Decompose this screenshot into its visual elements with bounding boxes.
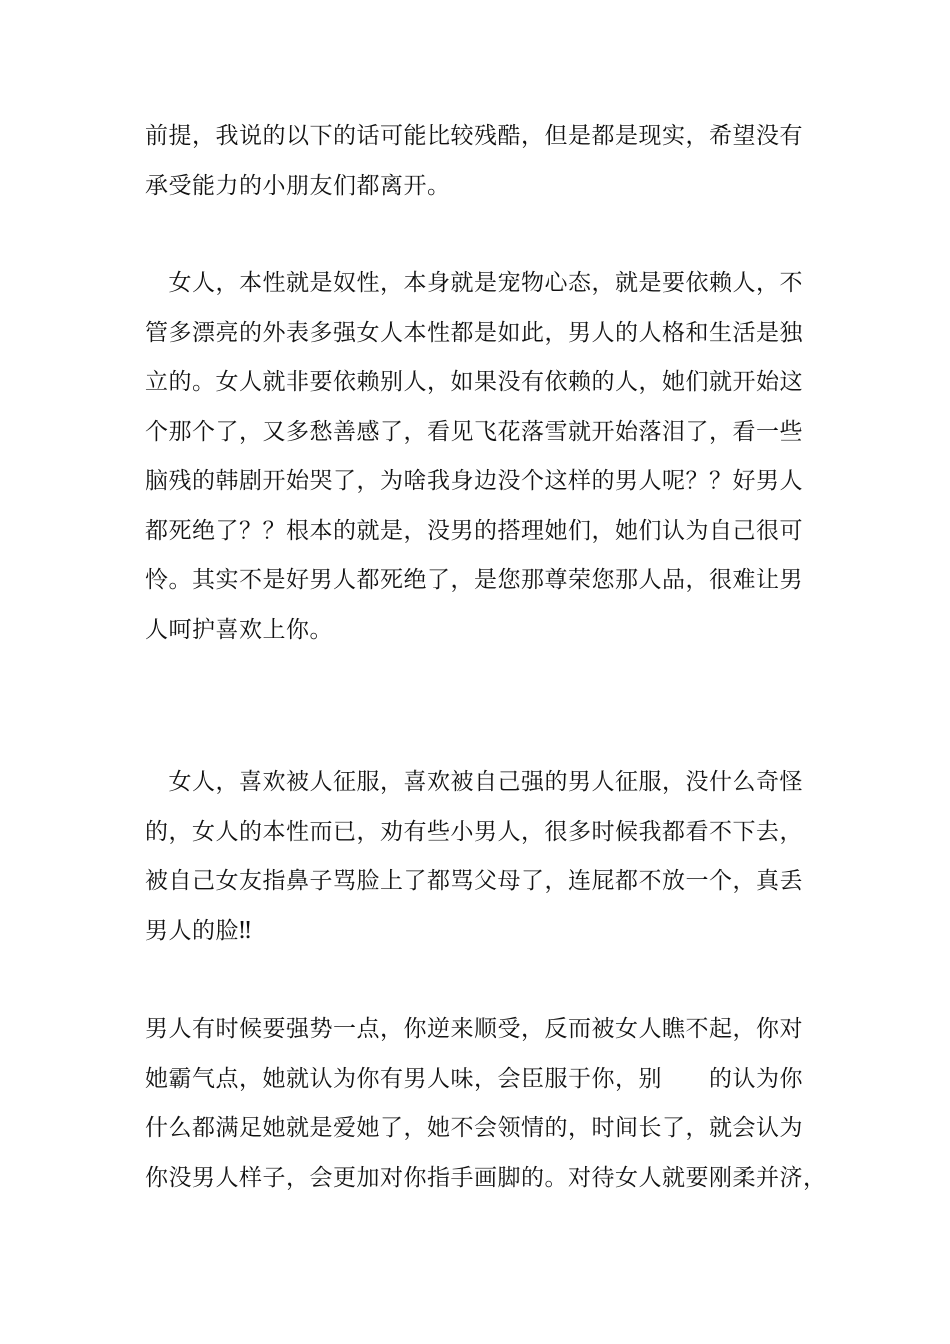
paragraph-1 [145,112,810,211]
text-line: 你没男人样子，会更加对你指手画脚的。对待女人就要刚柔并济， [145,1164,827,1191]
text-line: 立的。女人就非要依赖别人，如果没有依赖的人，她们就开始这 [145,369,803,395]
text-line: 女人，喜欢被人征服，喜欢被自己强的男人征服，没什么奇怪 [145,769,803,795]
text-line: 人呵护喜欢上你。 [145,616,333,643]
text-line: 脑残的韩剧开始哭了，为啥我身边没个这样的男人呢？？好男人 [145,468,803,494]
text-line: 承受能力的小朋友们都离开。 [145,172,451,199]
paragraph-3 [145,758,810,956]
text-line: 被自己女友指鼻子骂脸上了都骂父母了，连屁都不放一个，真丢 [145,868,803,894]
text-line: 什么都满足她就是爱她了，她不会领情的，时间长了，就会认为 [145,1115,803,1141]
paragraph-2 [145,259,810,655]
text-line: 都死绝了？？根本的就是，没男的搭理她们，她们认为自己很可 [145,517,803,544]
text-line: 男人有时候要强势一点，你逆来顺受，反而被女人瞧不起，你对 [145,1016,803,1042]
paragraph-4 [145,1005,827,1203]
text-line: 她霸气点，她就认为你有男人味，会臣服于你，别 的认为你 [145,1065,803,1092]
text-line: 的，女人的本性而已，劝有些小男人，很多时候我都看不下去， [145,818,803,845]
text-line: 怜。其实不是好男人都死绝了，是您那尊荣您那人品，很难让男 [145,567,803,593]
text-line: 男人的脸‼ [145,917,252,944]
text-line: 个那个了，又多愁善感了，看见飞花落雪就开始落泪了，看一些 [145,418,803,445]
text-line: 前提，我说的以下的话可能比较残酷，但是都是现实，希望没有 [145,123,803,149]
text-line: 女人，本性就是奴性，本身就是宠物心态，就是要依赖人，不 [145,270,803,296]
text-line: 管多漂亮的外表多强女人本性都是如此，男人的人格和生活是独 [145,319,803,346]
